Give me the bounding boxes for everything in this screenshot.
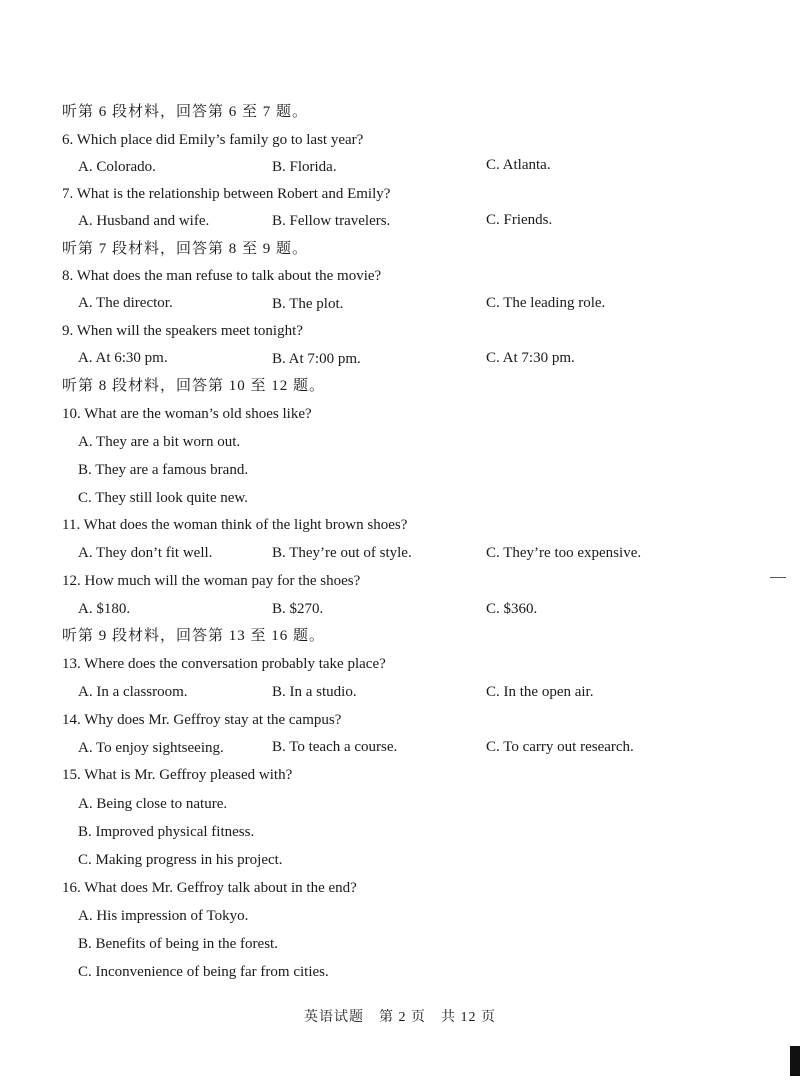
q11-option-c: C. They’re too expensive. [486, 545, 642, 561]
q7-option-c: C. Friends. [486, 212, 553, 228]
section-intro-6: 听第 6 段材料，回答第 6 至 7 题。 [62, 104, 309, 120]
q13-option-b: B. In a studio. [272, 684, 357, 700]
q8-option-b: B. The plot. [272, 296, 344, 312]
q12-option-c: C. $360. [486, 601, 538, 617]
q15-option-b: B. Improved physical fitness. [78, 824, 255, 840]
section-intro-7: 听第 7 段材料，回答第 8 至 9 题。 [62, 241, 309, 257]
question-11: 11. What does the woman think of the light brown shoes? [62, 517, 408, 533]
page-footer: 英语试题 第 2 页 共 12 页 [304, 1010, 496, 1025]
q11-option-a: A. They don’t fit well. [78, 545, 213, 561]
q12-option-a: A. $180. [78, 601, 131, 617]
question-7: 7. What is the relationship between Robert and Emily? [62, 186, 391, 202]
q16-option-b: B. Benefits of being in the forest. [78, 936, 278, 952]
q10-option-c: C. They still look quite new. [78, 490, 248, 506]
section-intro-8: 听第 8 段材料，回答第 10 至 12 题。 [62, 378, 326, 394]
question-16: 16. What does Mr. Geffroy talk about in the end? [62, 880, 357, 896]
q14-option-b: B. To teach a course. [272, 739, 398, 755]
question-10: 10. What are the woman’s old shoes like? [62, 406, 312, 422]
q15-option-c: C. Making progress in his project. [78, 852, 283, 868]
scan-edge-mark [770, 577, 786, 578]
q9-option-a: A. At 6:30 pm. [78, 350, 168, 366]
q10-option-a: A. They are a bit worn out. [78, 434, 241, 450]
q7-option-a: A. Husband and wife. [78, 213, 210, 229]
q14-option-c: C. To carry out research. [486, 739, 634, 755]
q10-option-b: B. They are a famous brand. [78, 462, 249, 478]
question-6: 6. Which place did Emily’s family go to last year? [62, 132, 364, 148]
q8-option-c: C. The leading role. [486, 295, 606, 311]
question-13: 13. Where does the conversation probably take place? [62, 656, 386, 672]
q16-option-a: A. His impression of Tokyo. [78, 908, 249, 924]
q7-option-b: B. Fellow travelers. [272, 213, 391, 229]
q6-option-b: B. Florida. [272, 159, 337, 175]
q9-option-b: B. At 7:00 pm. [272, 351, 361, 367]
q13-option-a: A. In a classroom. [78, 684, 188, 700]
q16-option-c: C. Inconvenience of being far from cities. [78, 964, 329, 980]
question-12: 12. How much will the woman pay for the shoes? [62, 573, 361, 589]
q6-option-a: A. Colorado. [78, 159, 156, 175]
q13-option-c: C. In the open air. [486, 684, 594, 700]
q12-option-b: B. $270. [272, 601, 324, 617]
q14-option-a: A. To enjoy sightseeing. [78, 740, 224, 756]
q15-option-a: A. Being close to nature. [78, 796, 228, 812]
question-14: 14. Why does Mr. Geffroy stay at the campus? [62, 712, 342, 728]
section-intro-9: 听第 9 段材料，回答第 13 至 16 题。 [62, 628, 326, 644]
question-9: 9. When will the speakers meet tonight? [62, 323, 303, 339]
q6-option-c: C. Atlanta. [486, 157, 551, 173]
question-15: 15. What is Mr. Geffroy pleased with? [62, 767, 293, 783]
question-8: 8. What does the man refuse to talk about the movie? [62, 268, 382, 284]
q9-option-c: C. At 7:30 pm. [486, 350, 575, 366]
q8-option-a: A. The director. [78, 295, 173, 311]
q11-option-b: B. They’re out of style. [272, 545, 412, 561]
scan-corner-mark [790, 1046, 800, 1076]
